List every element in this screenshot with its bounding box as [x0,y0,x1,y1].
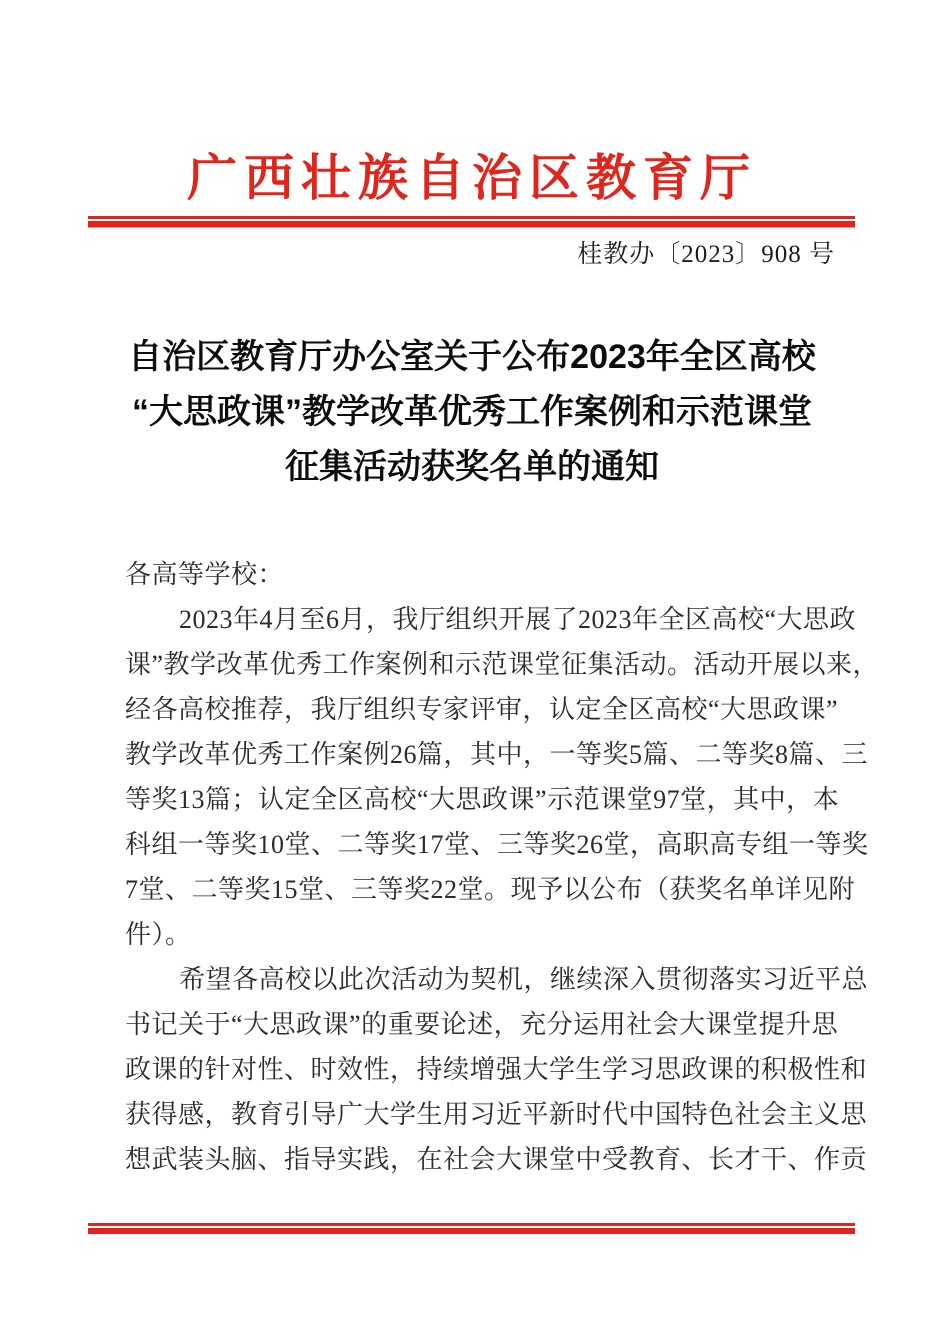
body-line: 2023年4月至6月，我厅组织开展了2023年全区高校“大思政 [179,605,857,634]
body-line: 7堂、二等奖15堂、三等奖22堂。现予以公布（获奖名单详见附 [125,875,856,904]
body-line: 课”教学改革优秀工作案例和示范课堂征集活动。活动开展以来， [125,650,880,679]
body-line: 件）。 [125,920,192,949]
document-title [88,330,856,495]
red-separator-top-underline [88,227,855,228]
red-separator-bottom [88,1223,855,1234]
document-body [125,552,880,1182]
body-line: 经各高校推荐，我厅组织专家评审，认定全区高校“大思政课” [125,695,839,724]
body-line: 想武装头脑、指导实践，在社会大课堂中受教育、长才干、作贡 [125,1145,868,1174]
agency-name: 广西壮族自治区教育厅 [187,150,757,206]
document-title-line-2: “大思政课”教学改革优秀工作案例和示范课堂 [132,393,812,431]
body-salutation: 各高等学校： [125,560,285,589]
body-line: 获得感，教育引导广大学生用习近平新时代中国特色社会主义思 [125,1100,868,1129]
red-separator-top [88,216,855,228]
document-title-line-1: 自治区教育厅办公室关于公布2023年全区高校 [128,338,816,376]
body-line: 等奖13篇；认定全区高校“大思政课”示范课堂97堂，其中，本 [125,785,840,814]
body-line: 书记关于“大思政课”的重要论述，充分运用社会大课堂提升思 [125,1010,839,1039]
body-line: 希望各高校以此次活动为契机，继续深入贯彻落实习近平总 [179,965,869,994]
body-line: 教学改革优秀工作案例26篇，其中，一等奖5篇、二等奖8篇、三 [125,740,869,769]
document-number: 桂教办〔2023〕908 号 [577,241,835,268]
body-line: 政课的针对性、时效性，持续增强大学生学习思政课的积极性和 [125,1055,868,1084]
body-line: 科组一等奖10堂、二等奖17堂、三等奖26堂，高职高专组一等奖 [125,830,869,859]
red-separator-bottom-thick-bar [88,1228,855,1234]
document-title-line-3: 征集活动获奖名单的通知 [285,448,659,486]
